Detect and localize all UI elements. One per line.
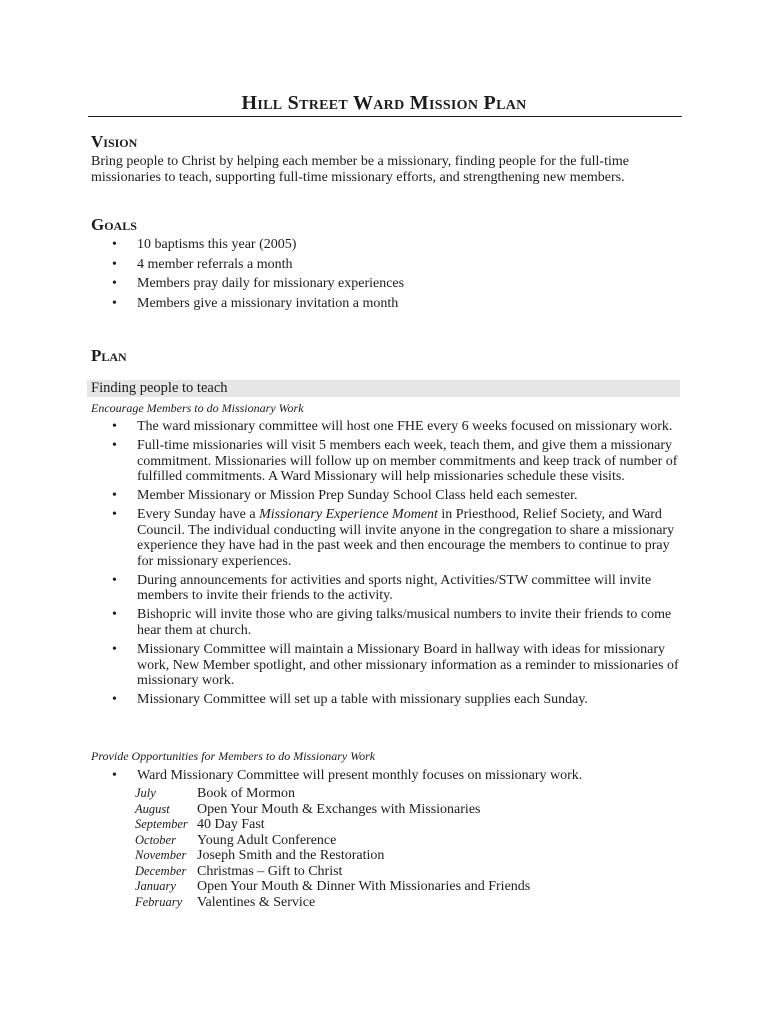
- month-name: February: [135, 894, 183, 909]
- month-focus: 40 Day Fast: [197, 817, 265, 832]
- month-name: December: [135, 863, 187, 878]
- vision-text: Bring people to Christ by helping each member be a missionary, finding people for the full-time missionaries to teach, supporting full-time missionary efforts, and strengthening new members.: [91, 154, 629, 185]
- month-focus: Book of Mormon: [197, 786, 295, 801]
- document-title: Hill Street Ward Mission Plan: [241, 92, 527, 114]
- month-focus: Open Your Mouth & Exchanges with Missionaries: [197, 801, 481, 817]
- month-row: [135, 879, 530, 895]
- plan-list: [91, 419, 681, 711]
- goal-item: • Members give a missionary invitation a month: [91, 296, 681, 312]
- month-focus: Valentines & Service: [197, 894, 316, 910]
- goal-item: • 4 member referrals a month: [91, 257, 681, 273]
- plan-heading: Plan: [91, 346, 127, 365]
- month-name: July: [135, 786, 156, 800]
- month-name: August: [135, 801, 170, 816]
- plan-item-emphasis: Missionary Experience Moment: [259, 507, 438, 523]
- plan-item: • The ward missionary committee will host one FHE every 6 weeks focused on missionary work.: [91, 419, 681, 435]
- plan-item: • Ward Missionary Committee will present monthly focuses on missionary work.: [91, 768, 681, 784]
- subsection-title: Encourage Members to do Missionary Work: [91, 401, 304, 415]
- subsection-title: Provide Opportunities for Members to do Missionary Work: [91, 749, 376, 763]
- plan-item: • Missionary Committee will set up a table with missionary supplies each Sunday.: [91, 692, 681, 708]
- plan-item: • Missionary Committee will maintain a Missionary Board in hallway with ideas for missionary work, New Member spotlight, and other missionary information as a reminder to missionaries of missionary work.: [91, 642, 681, 689]
- month-focus: Open Your Mouth & Dinner With Missionaries and Friends: [197, 879, 531, 894]
- month-name: September: [135, 817, 188, 831]
- section-title-bar: Finding people to teach: [87, 380, 680, 397]
- month-row: [135, 848, 530, 864]
- month-row: [135, 802, 530, 818]
- plan-item: • Full-time missionaries will visit 5 members each week, teach them, and give them a missionary commitment. Missionaries will follow up on member commitments and keep track of number of fulfilled commitments. A Ward Missionary will help missionaries schedule these visits.: [91, 438, 681, 485]
- plan-item: [91, 507, 681, 569]
- plan-item: • Bishopric will invite those who are giving talks/musical numbers to invite their friends to come hear them at church.: [91, 607, 681, 638]
- plan-item-text: Every Sunday have a: [137, 507, 260, 523]
- month-name: October: [135, 832, 176, 847]
- goals-heading: Goals: [91, 215, 137, 234]
- month-name: January: [135, 879, 176, 893]
- vision-heading: Vision: [91, 132, 138, 151]
- goal-item: • Members pray daily for missionary experiences: [91, 276, 681, 292]
- month-focus: Young Adult Conference: [197, 832, 337, 848]
- monthly-focus-table: [135, 786, 530, 910]
- opportunities-list: [91, 768, 681, 787]
- plan-item: • During announcements for activities and sports night, Activities/STW committee will invite members to invite their friends to the activity.: [91, 573, 681, 604]
- month-row: [135, 895, 530, 911]
- goals-list: [91, 237, 681, 315]
- month-focus: Joseph Smith and the Restoration: [197, 848, 385, 863]
- title-divider: [88, 116, 682, 117]
- month-name: November: [135, 848, 187, 862]
- month-row: [135, 864, 530, 880]
- month-row: [135, 786, 530, 802]
- goal-item: • 10 baptisms this year (2005): [91, 237, 681, 253]
- plan-item-text: in Priesthood, Relief Society, and Ward Council. The individual conducting will invite anyone in the congregation to share a missionary experience they have had in the past week and then encourage the members to continue to pray for missionary experiences.: [137, 507, 675, 569]
- plan-item: • Member Missionary or Mission Prep Sunday School Class held each semester.: [91, 488, 681, 504]
- month-focus: Christmas – Gift to Christ: [197, 863, 343, 879]
- month-row: [135, 833, 530, 849]
- month-row: [135, 817, 530, 833]
